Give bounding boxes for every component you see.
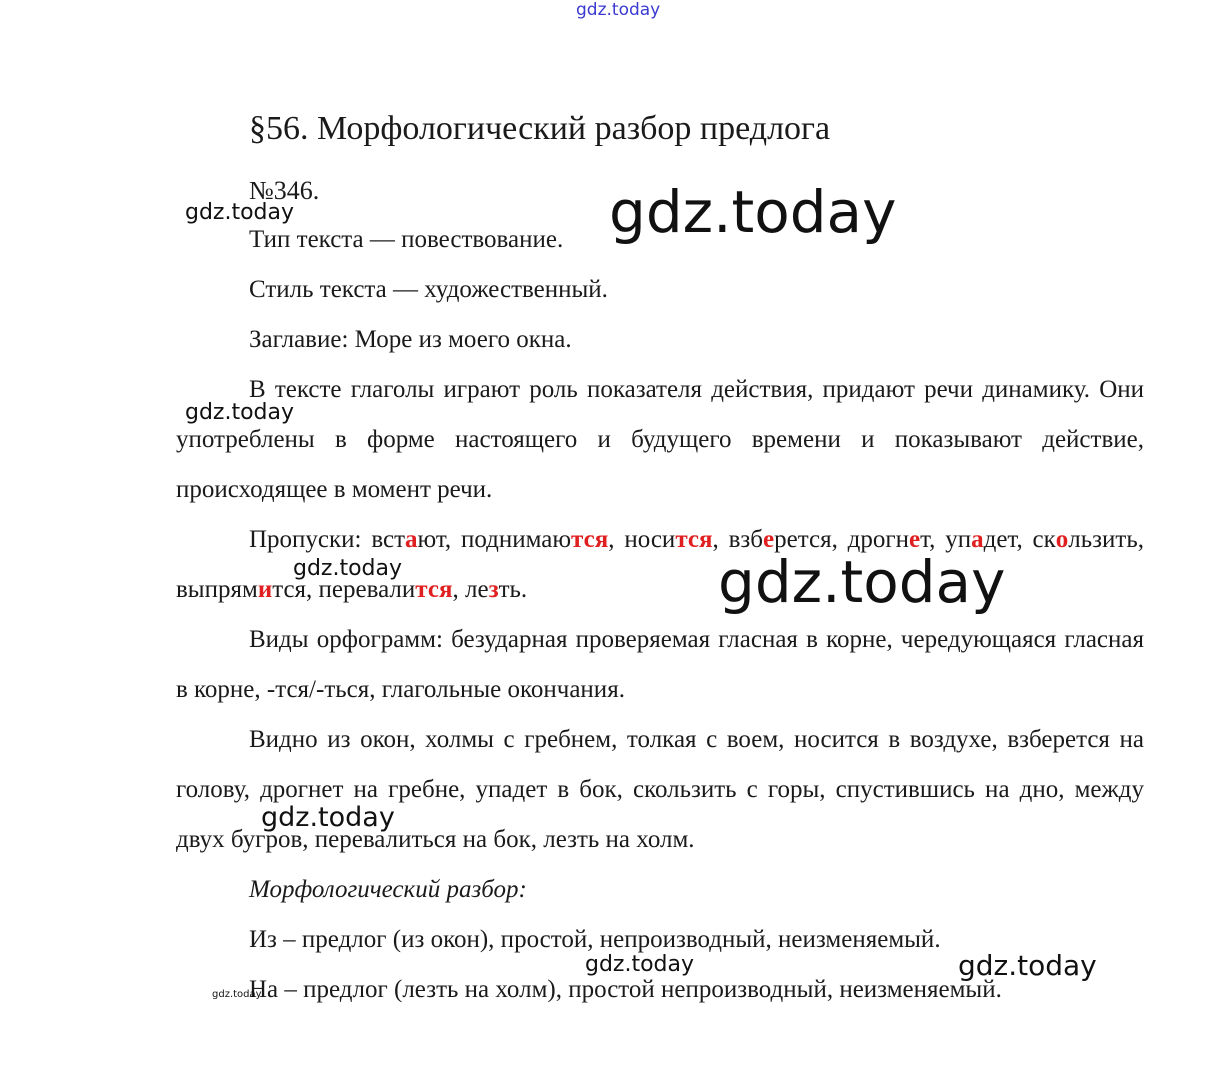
preposition-iz-analysis: Из – предлог (из окон), простой, непроизводный, неизменяемый. xyxy=(249,926,941,953)
watermark-large: gdz.today xyxy=(718,548,1006,616)
orthograms-paragraph: Виды орфограмм: безударная проверяемая гласная в корне, чередующаяся гласная в корне, -тся/-ться, глагольные окончания. xyxy=(176,626,1144,703)
watermark: gdz.today xyxy=(958,949,1097,982)
morph-analysis-heading: Морфологический разбор: xyxy=(249,876,527,903)
text-type: Тип текста — повествование. xyxy=(249,226,564,253)
watermark: gdz.today xyxy=(293,556,403,581)
watermark-large: gdz.today xyxy=(609,178,897,246)
preposition-na-analysis: На – предлог (лезть на холм), простой непроизводный, неизменяемый. xyxy=(249,976,1002,1003)
phrases-paragraph: Видно из окон, холмы с гребнем, толкая с воем, носится в воздухе, взберется на голову, дрогнет на гребне, упадет в бок, скользить с горы, спустившись на дно, между двух бугров, перевалиться на бок, лезть на холм. xyxy=(176,726,1144,853)
watermark: gdz.today xyxy=(212,989,262,1000)
section-title: §56. Морфологический разбор предлога xyxy=(249,110,831,147)
watermark: gdz.today xyxy=(185,200,295,225)
missing-letters-paragraph: Пропуски: встают, поднимаются, носится, взберется, дрогнет, упадет, скользить, выпрямится, перевалится, лезть. xyxy=(176,526,1145,603)
watermark-top: gdz.today xyxy=(576,0,661,20)
text-title: Заглавие: Море из моего окна. xyxy=(249,326,572,353)
watermark: gdz.today xyxy=(261,802,395,833)
watermark: gdz.today xyxy=(585,952,695,977)
watermark: gdz.today xyxy=(185,400,295,425)
exercise-number: №346. xyxy=(249,176,320,205)
verbs-paragraph: В тексте глаголы играют роль показателя действия, придают речи динамику. Они употреблены в форме настоящего и будущего времени и показывают действие, происходящее в момент речи. xyxy=(176,376,1144,503)
text-style: Стиль текста — художественный. xyxy=(249,276,608,303)
